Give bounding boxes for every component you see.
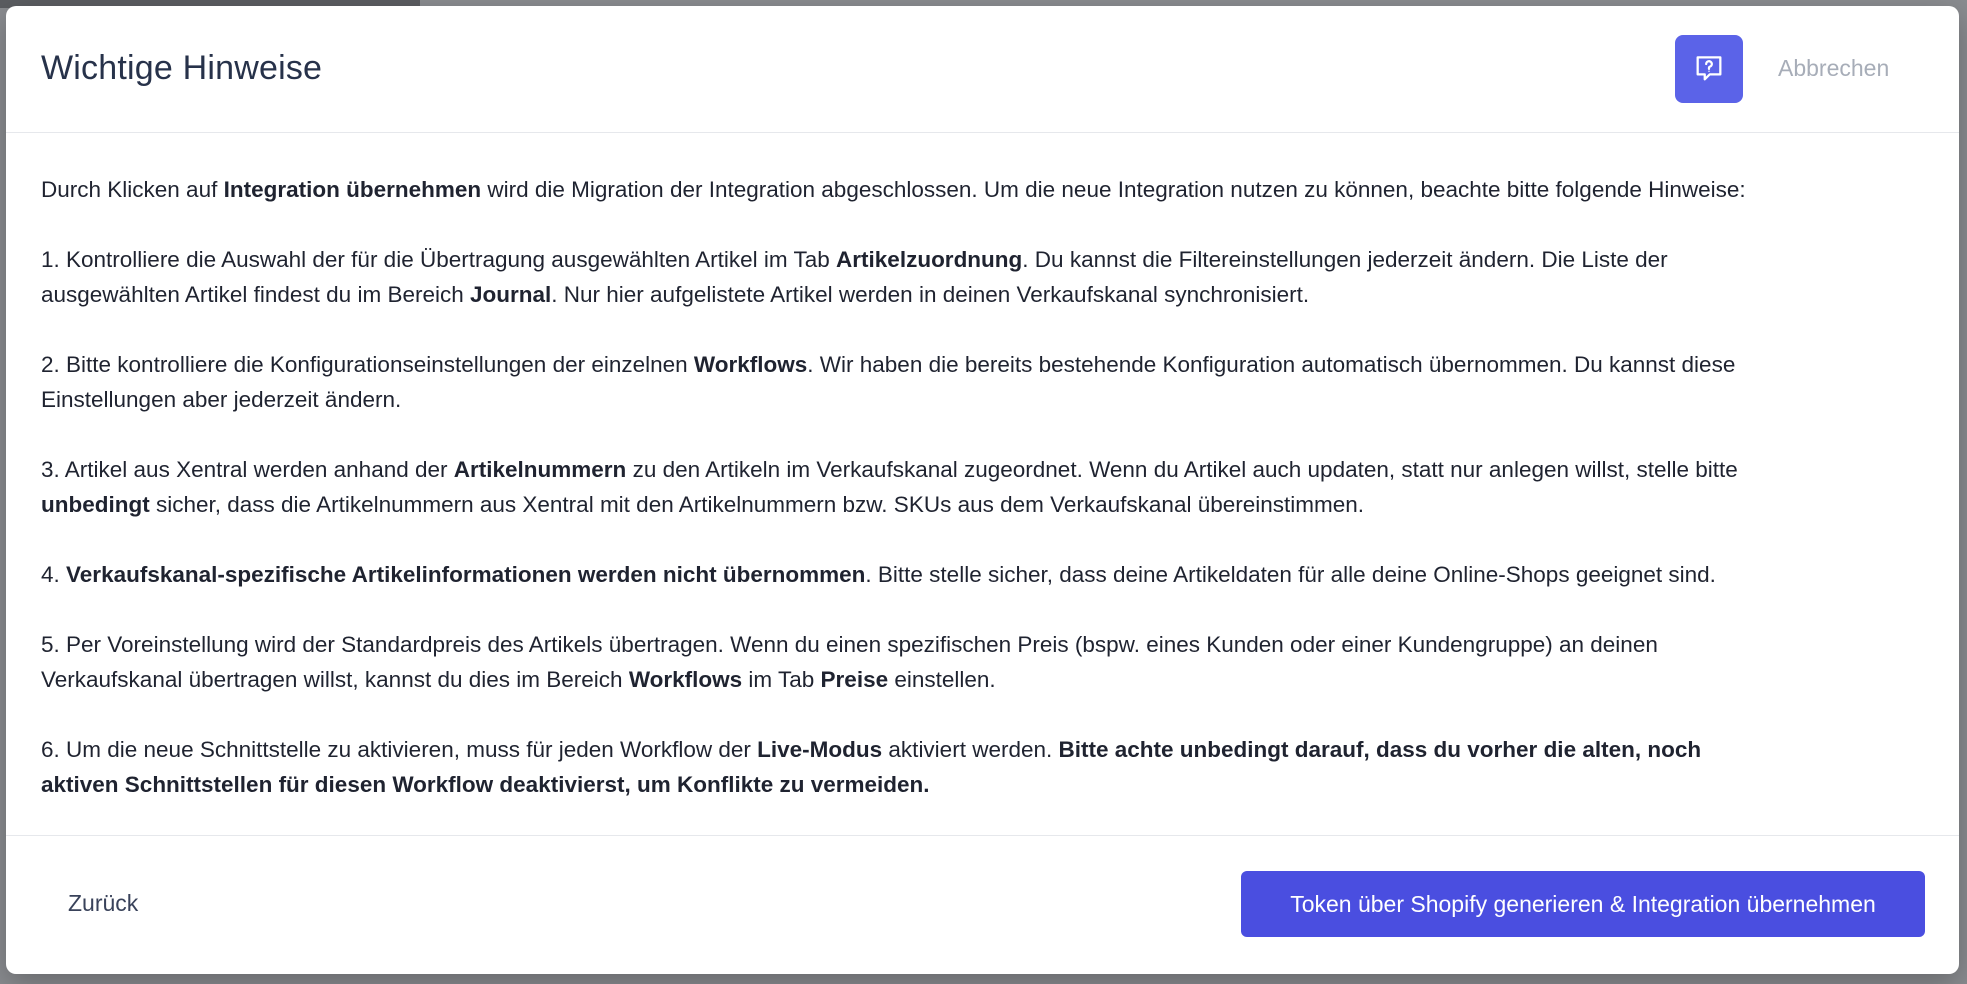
note-1 <box>41 242 1931 312</box>
dialog-body <box>41 172 1931 837</box>
important-notes-dialog <box>6 6 1959 974</box>
dialog-title: Wichtige Hinweise <box>41 49 323 87</box>
intro-highlight: Integration übernehmen <box>223 177 482 202</box>
note-5-text-2: Verkaufskanal übertragen willst, kannst du dies im Bereich <box>41 667 629 692</box>
dialog-header <box>6 6 1959 133</box>
dialog-footer <box>6 835 1959 974</box>
note-6-text-2: aktiviert werden. <box>882 737 1059 762</box>
note-5 <box>41 627 1931 697</box>
note-2-highlight: Workflows <box>693 352 808 377</box>
note-6-warning-2: aktiven Schnittstellen für diesen Workflow deaktivierst, um Konflikte zu vermeiden. <box>41 772 930 797</box>
note-6-warning: Bitte achte unbedingt darauf, dass du vorher die alten, noch <box>1058 737 1702 762</box>
note-6 <box>41 732 1931 802</box>
note-2-text: 2. Bitte kontrolliere die Konfigurationseinstellungen der einzelnen <box>41 352 694 377</box>
note-1-text: 1. Kontrolliere die Auswahl der für die Übertragung ausgewählten Artikel im Tab <box>41 247 837 272</box>
note-4 <box>41 557 1931 592</box>
note-5-highlight: Workflows <box>628 667 743 692</box>
intro-text-end: wird die Migration der Integration abgeschlossen. Um die neue Integration nutzen zu können, beachte bitte folgende Hinweise: <box>481 177 1746 202</box>
question-chat-icon <box>1692 51 1726 88</box>
note-1-highlight: Artikelzuordnung <box>836 247 1023 272</box>
note-5-highlight-2: Preise <box>820 667 889 692</box>
note-3 <box>41 452 1931 522</box>
cancel-button[interactable]: Abbrechen <box>1766 49 1901 88</box>
note-4-highlight: Verkaufskanal-spezifische Artikelinformationen werden nicht übernommen <box>66 562 866 587</box>
note-1-text-4: . Nur hier aufgelistete Artikel werden in deinen Verkaufskanal synchronisiert. <box>551 282 1310 307</box>
note-3-text-2: zu den Artikeln im Verkaufskanal zugeordnet. Wenn du Artikel auch updaten, statt nur anlegen willst, stelle bitte <box>626 457 1738 482</box>
note-3-highlight: Artikelnummern <box>453 457 627 482</box>
note-3-text-3: sicher, dass die Artikelnummern aus Xentral mit den Artikelnummern bzw. SKUs aus dem Verkaufskanal übereinstimmen. <box>149 492 1365 517</box>
note-5-text-4: einstellen. <box>888 667 996 692</box>
back-button[interactable]: Zurück <box>56 884 150 923</box>
intro-text: Durch Klicken auf <box>41 177 224 202</box>
note-3-text: 3. Artikel aus Xentral werden anhand der <box>41 457 454 482</box>
note-5-text: 5. Per Voreinstellung wird der Standardpreis des Artikels übertragen. Wenn du einen spezifischen Preis (bspw. eines Kunden oder einer Kundengruppe) an deinen <box>41 632 1658 657</box>
note-2 <box>41 347 1931 417</box>
note-1-highlight-2: Journal <box>469 282 552 307</box>
note-4-text: 4. <box>41 562 67 587</box>
note-6-highlight: Live-Modus <box>757 737 883 762</box>
note-3-highlight-2: unbedingt <box>41 492 150 517</box>
note-2-text-3: Einstellungen aber jederzeit ändern. <box>41 387 402 412</box>
note-4-text-2: . Bitte stelle sicher, dass deine Artikeldaten für alle deine Online-Shops geeignet sind. <box>865 562 1716 587</box>
generate-token-and-apply-button[interactable]: Token über Shopify generieren & Integration übernehmen <box>1241 871 1925 937</box>
help-button[interactable] <box>1675 35 1743 103</box>
note-1-text-3: ausgewählten Artikel findest du im Bereich <box>41 282 470 307</box>
note-5-text-3: im Tab <box>742 667 821 692</box>
note-6-text: 6. Um die neue Schnittstelle zu aktivieren, muss für jeden Workflow der <box>41 737 758 762</box>
intro-paragraph <box>41 172 1931 207</box>
note-2-text-2: . Wir haben die bereits bestehende Konfiguration automatisch übernommen. Du kannst diese <box>807 352 1736 377</box>
note-1-text-2: . Du kannst die Filtereinstellungen jederzeit ändern. Die Liste der <box>1022 247 1668 272</box>
